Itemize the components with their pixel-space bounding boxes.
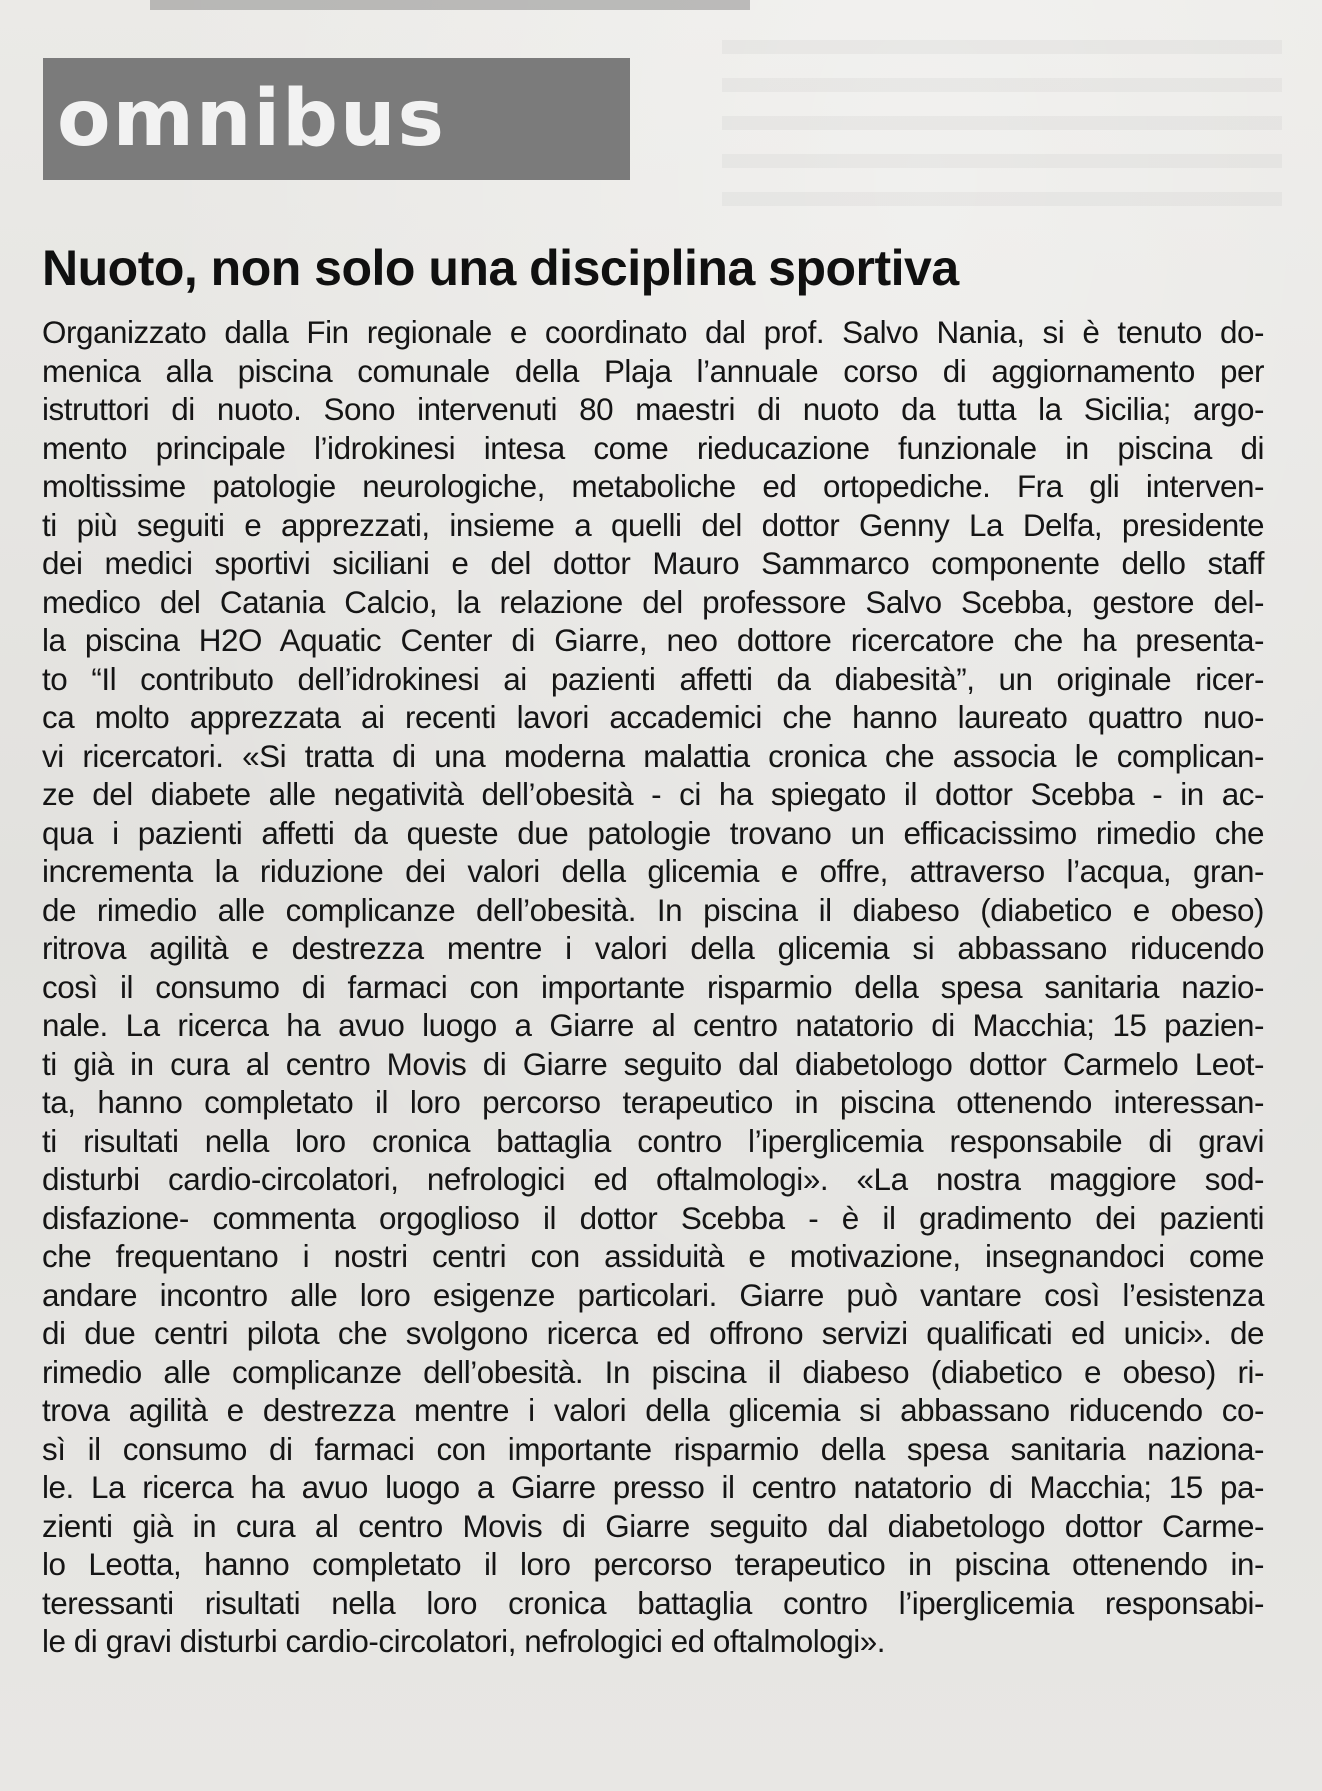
article-line: la piscina H2O Aquatic Center di Giarre, neo dottore ricercatore che ha presenta- [42, 623, 1264, 658]
section-label: omnibus [57, 74, 446, 164]
article-line: così il consumo di farmaci con importante risparmio della spesa sanitaria nazio- [42, 969, 1264, 1005]
section-banner [43, 58, 630, 180]
article-line: ze del diabete alle negatività dell’obesità - ci ha spiegato il dottor Scebba - in ac- [42, 777, 1264, 812]
article-line: rimedio alle complicanze dell’obesità. In piscina il diabeso (diabetico e obeso) ri- [42, 1354, 1264, 1390]
article-line: trova agilità e destrezza mentre i valori della glicemia si abbassano riducendo co- [42, 1393, 1264, 1428]
article-line: zienti già in cura al centro Movis di Giarre seguito dal diabetologo dottor Carme- [42, 1508, 1264, 1544]
bleed-through-texture [722, 40, 1282, 230]
article-line: menica alla piscina comunale della Plaja l’annuale corso di aggiornamento per [42, 353, 1264, 389]
article-line: le. La ricerca ha avuo luogo a Giarre presso il centro natatorio di Macchia; 15 pa- [42, 1470, 1264, 1505]
article-line: moltissime patologie neurologiche, metaboliche ed ortopediche. Fra gli interven- [42, 469, 1264, 504]
article-line: mento principale l’idrokinesi intesa come rieducazione funzionale in piscina di [42, 430, 1264, 466]
article-line: ti già in cura al centro Movis di Giarre seguito dal diabetologo dottor Carmelo Leot- [42, 1046, 1264, 1082]
article-line: ca molto apprezzata ai recenti lavori accademici che hanno laureato quattro nuo- [42, 700, 1264, 735]
article-line: medico del Catania Calcio, la relazione del professore Salvo Scebba, gestore del- [42, 584, 1264, 620]
article-line: ritrova agilità e destrezza mentre i valori della glicemia si abbassano riducendo [42, 931, 1264, 966]
article-line: ti risultati nella loro cronica battaglia contro l’iperglicemia responsabile di gravi [42, 1123, 1264, 1159]
article-line: Organizzato dalla Fin regionale e coordinato dal prof. Salvo Nania, si è tenuto do- [42, 315, 1264, 350]
article-line: ti più seguiti e apprezzati, insieme a quelli del dottor Genny La Delfa, presidente [42, 507, 1264, 543]
article-line: nale. La ricerca ha avuo luogo a Giarre al centro natatorio di Macchia; 15 pazien- [42, 1008, 1264, 1043]
article-line: le di gravi disturbi cardio-circolatori, nefrologici ed oftalmologi». [42, 1624, 886, 1659]
article-line: vi ricercatori. «Si tratta di una moderna malattia cronica che associa le complican- [42, 738, 1264, 774]
article-line: di due centri pilota che svolgono ricerca ed offrono servizi qualificati ed unici». de [42, 1316, 1264, 1351]
article-line: de rimedio alle complicanze dell’obesità. In piscina il diabeso (diabetico e obeso) [42, 892, 1264, 928]
article-line: lo Leotta, hanno completato il loro percorso terapeutico in piscina ottenendo in- [42, 1547, 1264, 1582]
article-line: qua i pazienti affetti da queste due patologie trovano un efficacissimo rimedio che [42, 815, 1264, 851]
article-line: disturbi cardio-circolatori, nefrologici ed oftalmologi». «La nostra maggiore sod- [42, 1162, 1264, 1197]
article-headline: Nuoto, non solo una disciplina sportiva [42, 240, 959, 296]
article-line: andare incontro alle loro esigenze particolari. Giarre può vantare così l’esistenza [42, 1277, 1264, 1313]
article-line: teressanti risultati nella loro cronica battaglia contro l’iperglicemia responsabi- [42, 1585, 1264, 1621]
article-line: dei medici sportivi siciliani e del dottor Mauro Sammarco componente dello staff [42, 546, 1264, 581]
article-line: to “Il contributo dell’idrokinesi ai pazienti affetti da diabesità”, un originale ricer- [42, 661, 1264, 697]
article-body [42, 314, 1264, 1662]
article-line: istruttori di nuoto. Sono intervenuti 80 maestri di nuoto da tutta la Sicilia; argo- [42, 392, 1264, 427]
article-line: disfazione- commenta orgoglioso il dottor Scebba - è il gradimento dei pazienti [42, 1200, 1264, 1236]
article-line: che frequentano i nostri centri con assiduità e motivazione, insegnandoci come [42, 1239, 1264, 1274]
article-line: sì il consumo di farmaci con importante risparmio della spesa sanitaria naziona- [42, 1431, 1264, 1467]
article-line: ta, hanno completato il loro percorso terapeutico in piscina ottenendo interessan- [42, 1085, 1264, 1120]
article-line: incrementa la riduzione dei valori della glicemia e offre, attraverso l’acqua, gran- [42, 854, 1264, 889]
clipping-top-edge [150, 0, 750, 10]
